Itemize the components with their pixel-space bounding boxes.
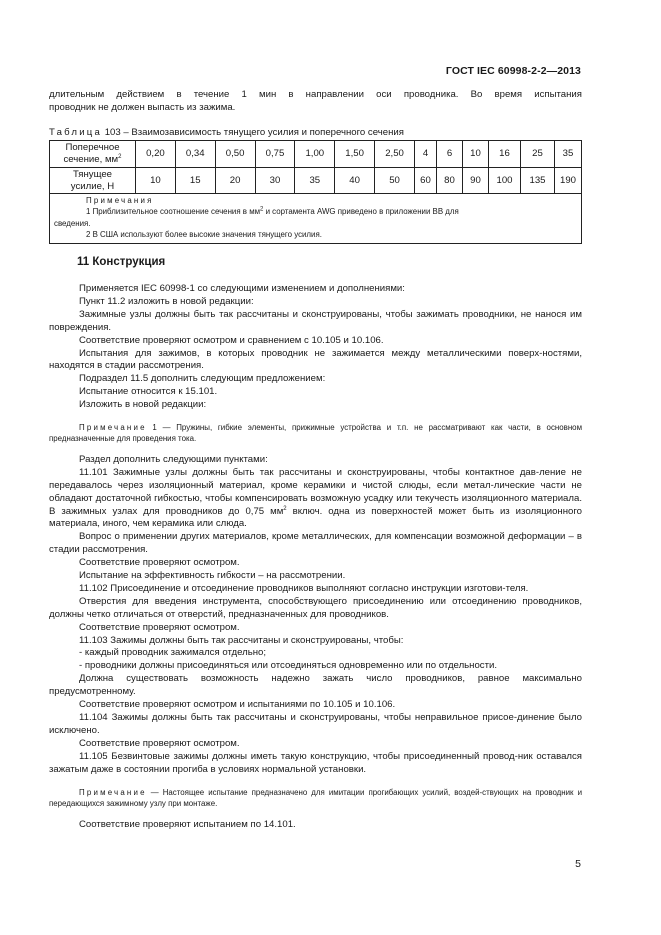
- pull-force-table: [49, 140, 582, 244]
- table-caption-text: 103 – Взаимозависимость тянущего усилия и поперечного сечения: [104, 127, 404, 138]
- document-header: ГОСТ IEC 60998-2-2—2013: [445, 65, 581, 77]
- note-text: — Настоящее испытание предназначено для имитации прогибающих усилий, воздей-ствующих на проводник и передающихся зажимному узлу при монтаже.: [49, 787, 582, 808]
- page-number: 5: [575, 858, 581, 870]
- table-caption: [49, 127, 404, 138]
- paragraph: - проводники должны присоединяться или отсоединяться одновременно или по отдельности.: [79, 660, 498, 672]
- pull-force-cell: 15: [175, 168, 215, 194]
- paragraph: Испытание относится к 15.101.: [79, 386, 218, 398]
- paragraph: Изложить в новой редакции:: [79, 399, 207, 411]
- cross-section-label-sup: 2: [118, 153, 122, 160]
- cross-section-cell: 0,20: [136, 141, 176, 168]
- paragraph: Испытание на эффективность гибкости – на рассмотрении.: [79, 570, 346, 582]
- paragraph: 11.104 Зажимы должны быть так рассчитаны и сконструированы, чтобы неправильное присое-динение было исключено.: [49, 712, 582, 736]
- table-note-1: [54, 206, 577, 217]
- paragraph: Должна существовать возможность надежно зажать число проводников, равное максимально предусмотренному.: [49, 673, 582, 698]
- paragraph: Зажимные узлы должны быть так рассчитаны и сконструированы, чтобы зажимать проводники, не нанося им повреждения.: [49, 308, 582, 333]
- note-paragraph: [49, 422, 582, 445]
- cross-section-cell: 6: [437, 141, 463, 168]
- table-note-2: 2 В США используют более высокие значения тянущего усилия.: [86, 230, 322, 240]
- pull-force-cell: 40: [335, 168, 375, 194]
- paragraph: Пункт 11.2 изложить в новой редакции:: [79, 295, 254, 307]
- paragraph-text: 11.101 Зажимные узлы должны быть так рассчитаны и сконструированы, чтобы контактное дав-ление не передавалось через изоляционный материал, кроме керамики и чистой слюды, если метал-лические части не обладают достаточной гибкостью, чтобы компенсировать возможную усадку или текучесть изоляционного материала. В зажимных узлах для проводников до 0,75 мм: [49, 466, 582, 517]
- pull-force-cell: 90: [463, 168, 489, 194]
- pull-force-cell: 190: [555, 168, 582, 194]
- pull-force-cell: 80: [437, 168, 463, 194]
- pull-force-label-line1: Тянущее: [72, 168, 113, 180]
- table-note-1-text-end: и сортамента AWG приведено в приложении BB для: [263, 207, 459, 217]
- paragraph: Вопрос о применении других материалов, кроме металлических, для компенсации возможной деформации – в стадии рассмотрения.: [49, 531, 582, 556]
- section-title: 11 Конструкция: [77, 256, 166, 268]
- paragraph: Соответствие проверяют осмотром и испытаниями по 10.105 и 10.106.: [79, 699, 396, 711]
- cross-section-cell: 0,50: [215, 141, 255, 168]
- paragraph-text-end: включ. одна из поверхностей может быть из изоляционного материала, иного, чем керамика или слюда.: [49, 505, 582, 530]
- cross-section-cell: 16: [489, 141, 521, 168]
- paragraph: Соответствие проверяют осмотром.: [79, 621, 240, 633]
- paragraph: Соответствие проверяют осмотром и сравнением с 10.105 и 10.106.: [79, 334, 384, 346]
- intro-paragraph: [49, 89, 582, 115]
- pull-force-row: [50, 168, 582, 194]
- cross-section-cell: 0,34: [175, 141, 215, 168]
- table-note-1-continuation: сведения.: [54, 218, 91, 228]
- cross-section-label-line1: Поперечное: [65, 142, 120, 154]
- paragraph: 11.103 Зажимы должны быть так рассчитаны и сконструированы, чтобы:: [79, 634, 404, 646]
- table-notes: [50, 194, 582, 244]
- pull-force-cell: 20: [215, 168, 255, 194]
- table-note-1-text: 1 Приблизительное соотношение сечения в мм: [86, 207, 261, 217]
- table-note-1-sup: 2: [260, 206, 264, 213]
- cross-section-cell: 35: [555, 141, 582, 168]
- table-caption-word: Таблица: [49, 127, 103, 138]
- note-label: Примечание: [79, 787, 147, 797]
- cross-section-row: [50, 141, 582, 168]
- pull-force-cell: 10: [136, 168, 176, 194]
- note-label: Примечание: [79, 423, 147, 433]
- pull-force-cell: 135: [521, 168, 555, 194]
- cross-section-label-text: сечение, мм: [63, 154, 119, 165]
- cross-section-label-line2: [50, 154, 135, 166]
- section-body: [49, 283, 582, 832]
- table-notes-title: Примечания: [86, 196, 154, 205]
- cross-section-cell: 1,50: [335, 141, 375, 168]
- cross-section-cell: 25: [521, 141, 555, 168]
- pull-force-cell: 35: [295, 168, 335, 194]
- paragraph: Отверстия для введения инструмента, способствующего присоединению или отсоединению проводников, должны четко отличаться от отверстий, предназначенных для проводников.: [49, 595, 582, 620]
- paragraph: Соответствие проверяют осмотром.: [79, 557, 240, 569]
- pull-force-label-line2: усилие, Н: [70, 180, 115, 192]
- paragraph: Соответствие проверяют испытанием по 14.101.: [79, 819, 296, 831]
- paragraph: Испытания для зажимов, в которых проводник не зажимается между металлическими поверх-ностями, находятся в стадии рассмотрения.: [49, 347, 582, 372]
- cross-section-cell: 10: [463, 141, 489, 168]
- pull-force-cell: 30: [255, 168, 295, 194]
- paragraph-sup: 2: [283, 505, 287, 512]
- cross-section-cell: 0,75: [255, 141, 295, 168]
- paragraph: 11.105 Безвинтовые зажимы должны иметь такую конструкцию, чтобы присоединенный провод-ник оставался зажатым даже в состоянии прогиба в условиях нормальной установки.: [49, 750, 582, 775]
- intro-line-2: проводник не должен выпасть из зажима.: [49, 101, 236, 113]
- paragraph: Подраздел 11.5 дополнить следующим предложением:: [79, 373, 326, 385]
- paragraph: Применяется IEC 60998-1 со следующими изменением и дополнениями:: [79, 283, 405, 294]
- pull-force-cell: 50: [375, 168, 415, 194]
- cross-section-cell: 4: [415, 141, 437, 168]
- cross-section-cell: 2,50: [375, 141, 415, 168]
- note-text: 1 — Пружины, гибкие элементы, прижимные устройства и т.п. не рассматривают как части, в основном предназначенные для проведения тока.: [49, 423, 582, 444]
- table-notes-row: [50, 194, 582, 244]
- pull-force-cell: 100: [489, 168, 521, 194]
- cross-section-label: [50, 141, 136, 168]
- pull-force-label: [50, 168, 136, 194]
- paragraph: 11.102 Присоединение и отсоединение проводников выполняют согласно инструкции изготови-теля.: [79, 582, 529, 594]
- pull-force-cell: 60: [415, 168, 437, 194]
- paragraph: - каждый проводник зажимался отдельно;: [79, 647, 267, 659]
- paragraph: [49, 467, 582, 532]
- paragraph: Раздел дополнить следующими пунктами:: [79, 453, 268, 465]
- cross-section-cell: 1,00: [295, 141, 335, 168]
- note-paragraph: [49, 787, 582, 810]
- paragraph: Соответствие проверяют осмотром.: [79, 737, 240, 749]
- intro-line-1: длительным действием в течение 1 мин в направлении оси проводника. Во время испытания: [49, 89, 582, 100]
